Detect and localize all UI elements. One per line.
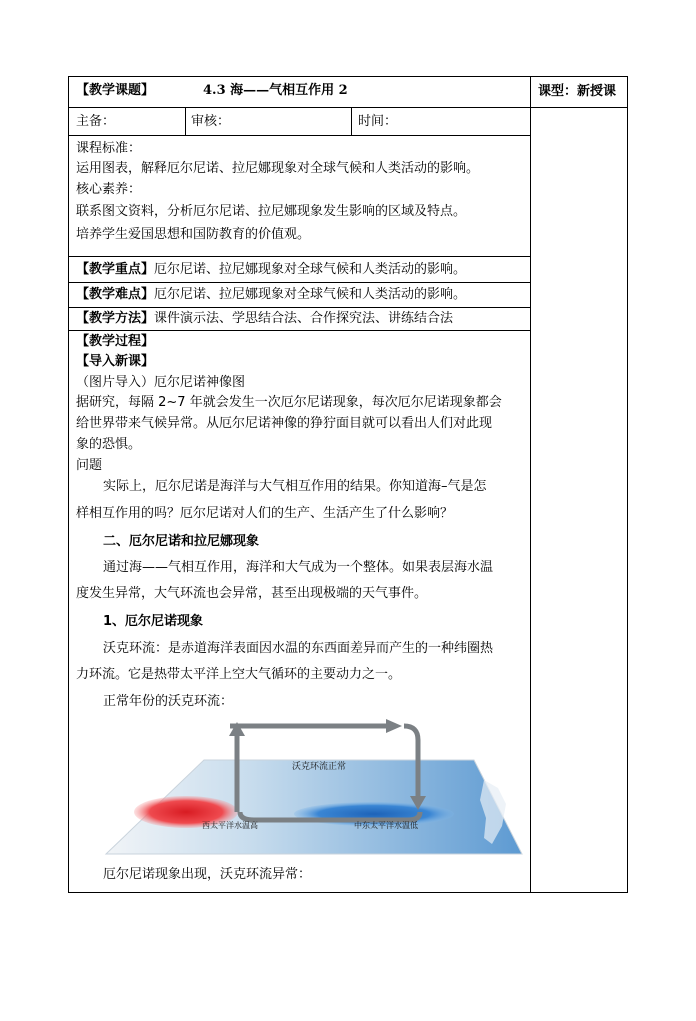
section-heading-2: 二、厄尔尼诺和拉尼娜现象 <box>103 534 260 549</box>
lesson-label: 【教学课题】 <box>76 83 155 98</box>
intro-line: （图片导入）厄尔尼诺神像图 <box>76 375 246 390</box>
subheading-el-nino: 1、厄尔尼诺现象 <box>103 614 204 629</box>
para3-line2: 度发生异常，大气环流也会异常，甚至出现极端的天气事件。 <box>76 586 428 601</box>
para1-line3: 象的恐惧。 <box>76 437 142 452</box>
methods-label: 【教学方法】 <box>76 311 155 326</box>
intro-title: 【导入新课】 <box>76 354 155 369</box>
teaching-methods <box>76 310 453 328</box>
para1-line2: 给世界带来气候异常。从厄尔尼诺神像的狰狞面目就可以看出人们对此现 <box>76 416 493 431</box>
normal-year-label: 正常年份的沃克环流： <box>103 694 234 709</box>
core-literacy-1: 联系图文资料，分析厄尔尼诺、拉尼娜现象发生影响的区域及特点。 <box>76 204 467 219</box>
para2-line2: 样相互作用的吗？厄尔尼诺对人们的生产、生活产生了什么影响？ <box>76 506 454 521</box>
reviewer-field: 审核： <box>191 114 231 129</box>
lesson-type: 课型：新授课 <box>538 84 617 99</box>
core-literacy-2: 培养学生爱国思想和国防教育的价值观。 <box>76 227 311 242</box>
standards-label: 课程标准： <box>76 141 142 156</box>
walker-circulation-diagram <box>104 716 524 858</box>
core-literacy-label: 核心素养： <box>76 182 142 197</box>
key-points <box>76 261 466 279</box>
para3-line1: 通过海——气相互作用，海洋和大气成为一个整体。如果表层海水温 <box>103 560 494 575</box>
west-pacific-label: 西太平洋水温高 <box>202 821 258 830</box>
preparer-field: 主备： <box>76 114 116 129</box>
methods-text: 课件演示法、学思结合法、合作探究法、讲练结合法 <box>154 311 454 326</box>
difficult-points-text: 厄尔尼诺、拉尼娜现象对全球气候和人类活动的影响。 <box>154 287 467 302</box>
el-nino-anomaly-label: 厄尔尼诺现象出现，沃克环流异常： <box>103 867 312 882</box>
para4-line1: 沃克环流：是赤道海洋表面因水温的东西面差异而产生的一种纬圈热 <box>103 641 494 656</box>
key-points-label: 【教学重点】 <box>76 262 155 277</box>
para2-line1: 实际上，厄尔尼诺是海洋与大气相互作用的结果。你知道海–气是怎 <box>103 479 487 494</box>
difficult-points-label: 【教学难点】 <box>76 287 155 302</box>
lesson-title: 4.3 海——气相互作用 2 <box>203 83 348 98</box>
para4-line2: 力环流。它是热带太平洋上空大气循环的主要动力之一。 <box>76 667 402 682</box>
standards-text: 运用图表，解释厄尔尼诺、拉尼娜现象对全球气候和人类活动的影响。 <box>76 161 480 176</box>
east-pacific-label: 中东太平洋水温低 <box>354 821 418 830</box>
process-title: 【教学过程】 <box>76 334 155 349</box>
right-arrow-head <box>386 719 402 733</box>
figure-title: 沃克环流正常 <box>292 762 347 772</box>
time-field: 时间： <box>358 114 398 129</box>
key-points-text: 厄尔尼诺、拉尼娜现象对全球气候和人类活动的影响。 <box>154 262 467 277</box>
question-label: 问题 <box>76 458 103 473</box>
difficult-points <box>76 286 466 304</box>
para1-line1: 据研究，每隔 2~7 年就会发生一次厄尔尼诺现象，每次厄尔尼诺现象都会 <box>76 395 502 410</box>
